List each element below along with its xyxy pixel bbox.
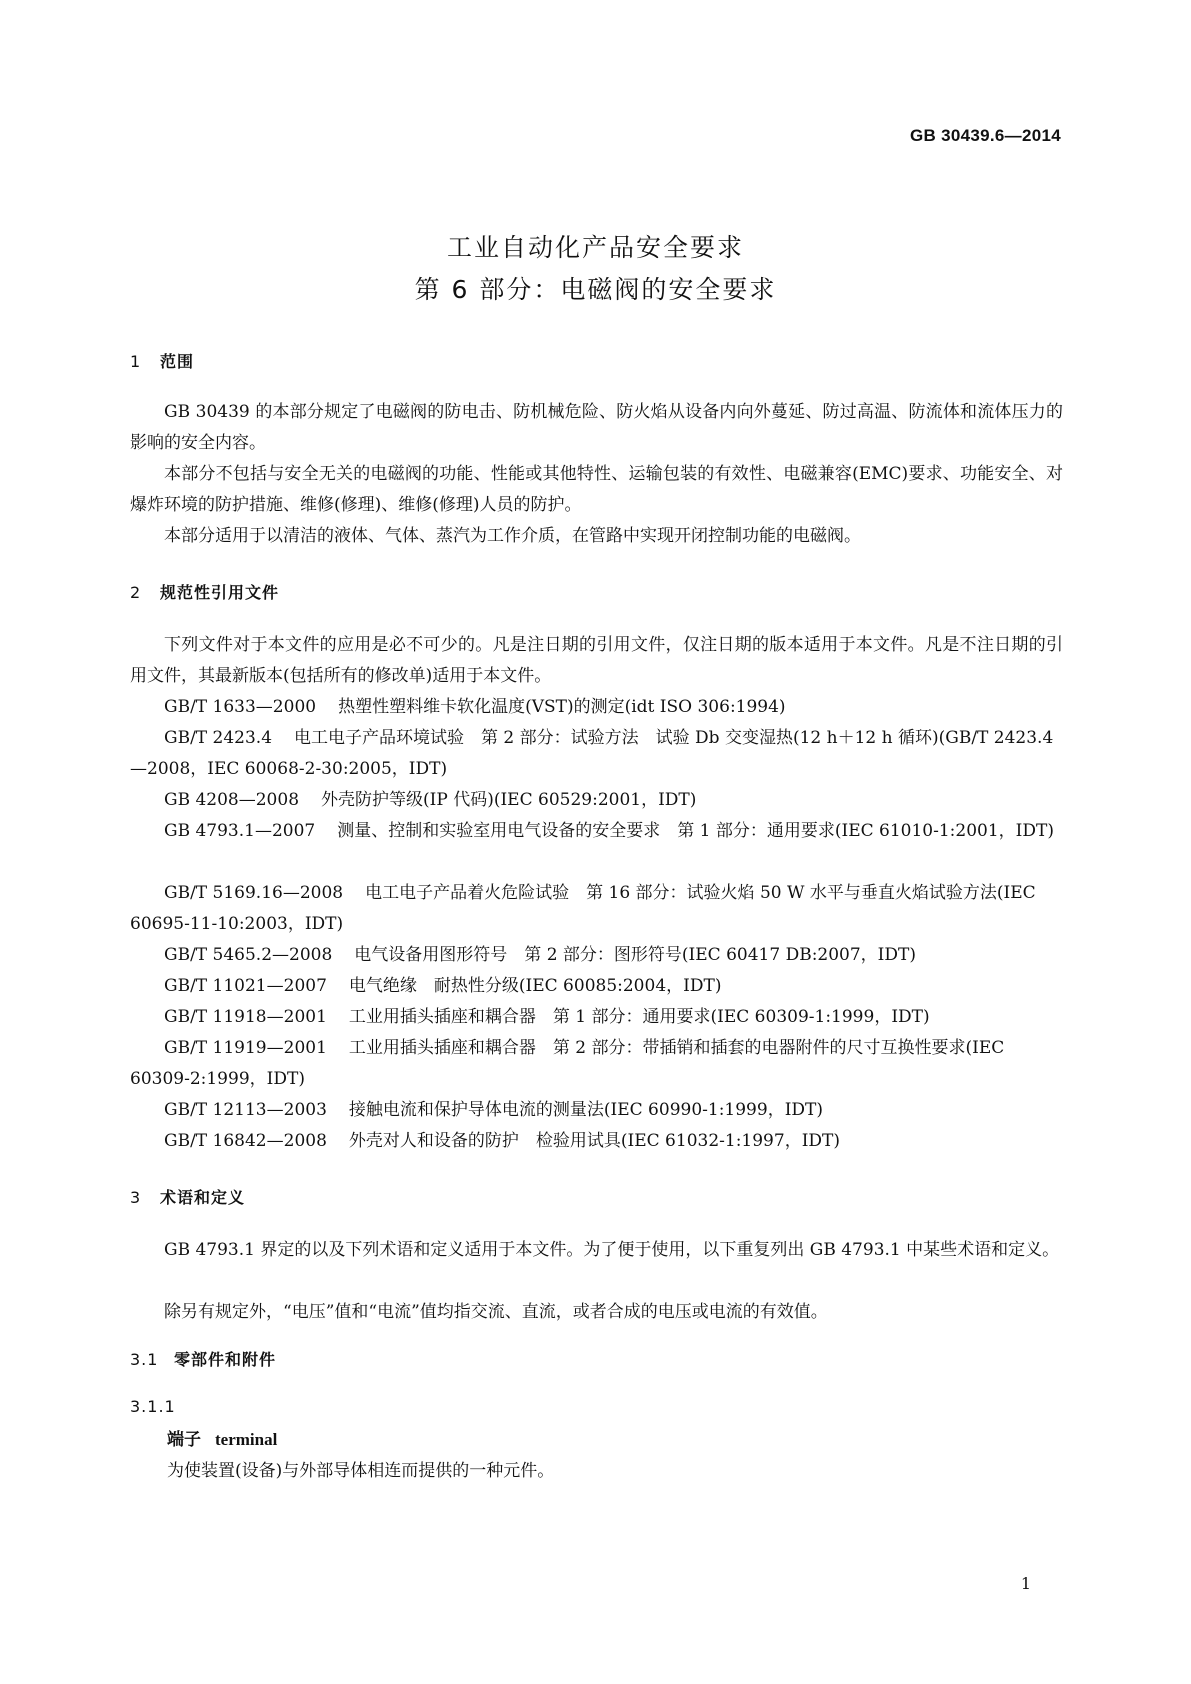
reference-code: GB/T 1633—2000: [164, 697, 317, 717]
reference-code: GB/T 5169.16—2008: [164, 883, 344, 903]
subsection-title: 零部件和附件: [174, 1350, 277, 1369]
section-3-paragraph: GB 4793.1 界定的以及下列术语和定义适用于本文件。为了便于使用，以下重复列出 GB 4793.1 中某些术语和定义。: [164, 1240, 1060, 1260]
document-title-line1: 工业自动化产品安全要求: [446, 233, 744, 262]
reference-title: 外壳对人和设备的防护 检验用试具(IEC 61032-1:1997，IDT): [348, 1131, 841, 1151]
section-2-intro: 下列文件对于本文件的应用是必不可少的。凡是注日期的引用文件，仅注日期的版本适用于本文件。凡是不注日期的引用文件，其最新版本(包括所有的修改单)适用于本文件。: [130, 635, 1063, 686]
section-1-paragraph: 本部分适用于以清洁的液体、气体、蒸汽为工作介质，在管路中实现开闭控制功能的电磁阀。: [164, 526, 861, 546]
subsection-heading: [130, 1347, 276, 1370]
reference-item: [130, 1095, 1063, 1126]
reference-title: 热塑性塑料维卡软化温度(VST)的测定(idt ISO 306:1994): [338, 697, 786, 717]
reference-code: GB/T 11918—2001: [164, 1007, 327, 1027]
reference-title: 测量、控制和实验室用电气设备的安全要求 第 1 部分：通用要求(IEC 61010-1:2001，IDT): [337, 821, 1054, 841]
document-title-line2: 第 6 部分：电磁阀的安全要求: [414, 275, 777, 304]
reference-title: 电工电子产品着火危险试验 第 16 部分：试验火焰 50 W 水平与垂直火焰试验方法(IEC 60695-11-10:2003，IDT): [130, 883, 1036, 934]
reference-code: GB/T 16842—2008: [164, 1131, 327, 1151]
section-2-heading: [130, 580, 279, 603]
section-number: 3: [130, 1188, 142, 1207]
reference-item: [130, 723, 1063, 785]
reference-code: GB/T 2423.4: [164, 728, 273, 748]
standard-id: GB 30439.6—2014: [910, 126, 1061, 145]
section-1-paragraph: GB 30439 的本部分规定了电磁阀的防电击、防机械危险、防火焰从设备内向外蔓延、防过高温、防流体和流体压力的影响的安全内容。: [130, 402, 1063, 453]
section-title: 术语和定义: [160, 1188, 246, 1207]
reference-code: GB/T 12113—2003: [164, 1100, 327, 1120]
clause-number: 3.1.1: [130, 1397, 176, 1416]
reference-item: [130, 940, 1063, 971]
section-3-paragraph: 除另有规定外，“电压”值和“电流”值均指交流、直流，或者合成的电压或电流的有效值。: [164, 1302, 828, 1322]
reference-title: 工业用插头插座和耦合器 第 1 部分：通用要求(IEC 60309-1:1999，IDT): [348, 1007, 930, 1027]
reference-item: [130, 785, 1063, 816]
subsection-number: 3.1: [130, 1350, 159, 1369]
reference-item: [130, 971, 1063, 1002]
reference-title: 接触电流和保护导体电流的测量法(IEC 60990-1:1999，IDT): [348, 1100, 824, 1120]
section-title: 规范性引用文件: [160, 583, 280, 602]
reference-code: GB 4793.1—2007: [164, 821, 316, 841]
term-definition: 为使装置(设备)与外部导体相连而提供的一种元件。: [167, 1461, 555, 1481]
reference-title: 外壳防护等级(IP 代码)(IEC 60529:2001，IDT): [321, 790, 697, 810]
reference-title: 电气设备用图形符号 第 2 部分：图形符号(IEC 60417 DB:2007，IDT): [354, 945, 917, 965]
reference-title: 工业用插头插座和耦合器 第 2 部分：带插销和插套的电器附件的尺寸互换性要求(IEC 60309-2:1999，IDT): [130, 1038, 1005, 1089]
section-number: 2: [130, 583, 142, 602]
reference-item: [130, 1033, 1063, 1095]
section-1-paragraph: 本部分不包括与安全无关的电磁阀的功能、性能或其他特性、运输包装的有效性、电磁兼容(EMC)要求、功能安全、对爆炸环境的防护措施、维修(修理)、维修(修理)人员的防护。: [130, 464, 1063, 515]
reference-item: [130, 816, 1063, 847]
reference-item: [130, 692, 1063, 723]
page-number: 1: [1020, 1574, 1031, 1593]
reference-code: GB 4208—2008: [164, 790, 300, 810]
reference-title: 电气绝缘 耐热性分级(IEC 60085:2004，IDT): [348, 976, 722, 996]
reference-code: GB/T 11021—2007: [164, 976, 327, 996]
section-title: 范围: [160, 352, 195, 371]
term: [167, 1425, 277, 1450]
reference-code: GB/T 5465.2—2008: [164, 945, 333, 965]
reference-item: [130, 878, 1063, 940]
reference-code: GB/T 11919—2001: [164, 1038, 327, 1058]
term-chinese: 端子: [167, 1430, 201, 1450]
reference-title: 电工电子产品环境试验 第 2 部分：试验方法 试验 Db 交变湿热(12 h＋12 h 循环)(GB/T 2423.4—2008，IEC 60068-2-30:2005，IDT): [130, 728, 1054, 779]
section-1-heading: [130, 349, 194, 372]
term-english: terminal: [215, 1430, 278, 1449]
section-number: 1: [130, 352, 142, 371]
section-3-heading: [130, 1185, 245, 1208]
reference-item: [130, 1126, 1063, 1157]
reference-item: [130, 1002, 1063, 1033]
